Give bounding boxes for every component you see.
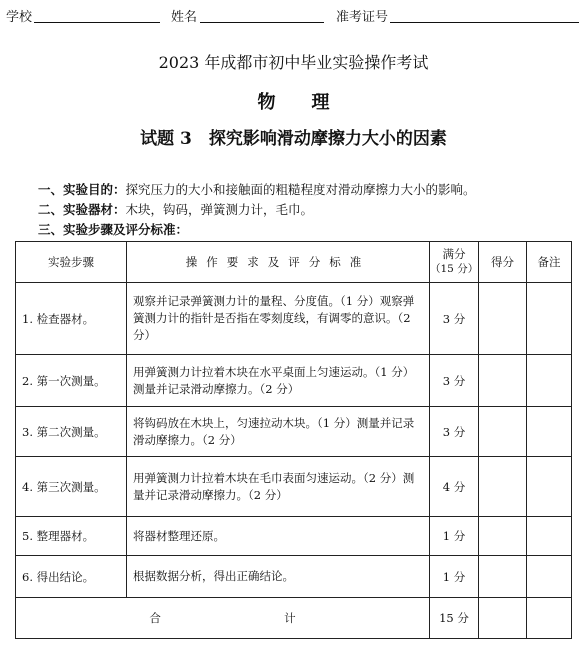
row-points: 3 分 [430,283,479,355]
equipment-line [38,200,313,218]
row-operation: 根据数据分析，得出正确结论。 [127,556,430,598]
equipment-label: 二、实验器材： [38,202,126,217]
row-score-cell [479,517,527,556]
header-operation: 操作要求及评分标准 [127,242,430,283]
purpose-text: 探究压力的大小和接触面的粗糙程度对滑动摩擦力大小的影响。 [125,182,476,197]
total-label [16,598,430,639]
row-score-cell [479,407,527,457]
total-label-right: 计 [284,611,296,625]
steps-label: 三、实验步骤及评分标准： [38,222,189,237]
header-note: 备注 [527,242,572,283]
scoring-table [15,241,572,639]
table-row [16,283,572,355]
equipment-text: 木块，钩码，弹簧测力计，毛巾。 [125,202,314,217]
row-step: 3. 第二次测量。 [16,407,127,457]
row-operation: 将钩码放在木块上，匀速拉动木块。（1 分）测量并记录滑动摩擦力。（2 分） [127,407,430,457]
total-points: 15 分 [430,598,479,639]
row-note-cell [527,457,572,517]
table-header-row [16,242,572,283]
table-row [16,517,572,556]
name-blank [200,22,324,23]
row-step: 4. 第三次测量。 [16,457,127,517]
school-blank [34,22,160,23]
header-full-score-line1: 满分 [442,247,466,261]
row-step: 2. 第一次测量。 [16,355,127,407]
row-note-cell [527,556,572,598]
total-score-cell [479,598,527,639]
school-label: 学校 [6,10,33,25]
row-operation: 观察并记录弹簧测力计的量程、分度值。（1 分）观察弹簧测力计的指针是否指在零刻度线，有调零的意识。（2 分） [127,283,430,355]
row-points: 1 分 [430,556,479,598]
row-score-cell [479,283,527,355]
purpose-line [38,180,476,198]
total-label-left: 合 [149,611,161,625]
table-row [16,407,572,457]
row-score-cell [479,457,527,517]
row-operation: 将器材整理还原。 [127,517,430,556]
purpose-label: 一、实验目的： [38,182,126,197]
ticket-number-blank [390,22,579,23]
row-note-cell [527,407,572,457]
row-note-cell [527,355,572,407]
row-points: 3 分 [430,355,479,407]
row-score-cell [479,556,527,598]
row-operation: 用弹簧测力计拉着木块在水平桌面上匀速运动。（1 分）测量并记录滑动摩擦力。（2 分） [127,355,430,407]
header-step: 实验步骤 [16,242,127,283]
row-step: 5. 整理器材。 [16,517,127,556]
row-points: 3 分 [430,407,479,457]
candidate-info-line [6,6,581,26]
row-operation: 用弹簧测力计拉着木块在毛巾表面匀速运动。（2 分）测量并记录滑动摩擦力。（2 分） [127,457,430,517]
row-step: 6. 得出结论。 [16,556,127,598]
ticket-number-label: 准考证号 [336,10,389,25]
question-title: 试题 3 探究影响滑动摩擦力大小的因素 [140,129,447,149]
header-full-score [430,242,479,283]
table-total-row [16,598,572,639]
table-row [16,457,572,517]
name-label: 姓名 [171,10,198,25]
table-row [16,556,572,598]
row-points: 4 分 [430,457,479,517]
row-points: 1 分 [430,517,479,556]
subject-title: 物 理 [257,92,330,113]
table-row [16,355,572,407]
row-note-cell [527,517,572,556]
row-step: 1. 检查器材。 [16,283,127,355]
row-note-cell [527,283,572,355]
row-score-cell [479,355,527,407]
header-full-score-line2: （15 分） [430,263,479,275]
steps-line [38,220,188,238]
header-score: 得分 [479,242,527,283]
exam-title: 2023 年成都市初中毕业实验操作考试 [158,53,429,72]
total-note-cell [527,598,572,639]
